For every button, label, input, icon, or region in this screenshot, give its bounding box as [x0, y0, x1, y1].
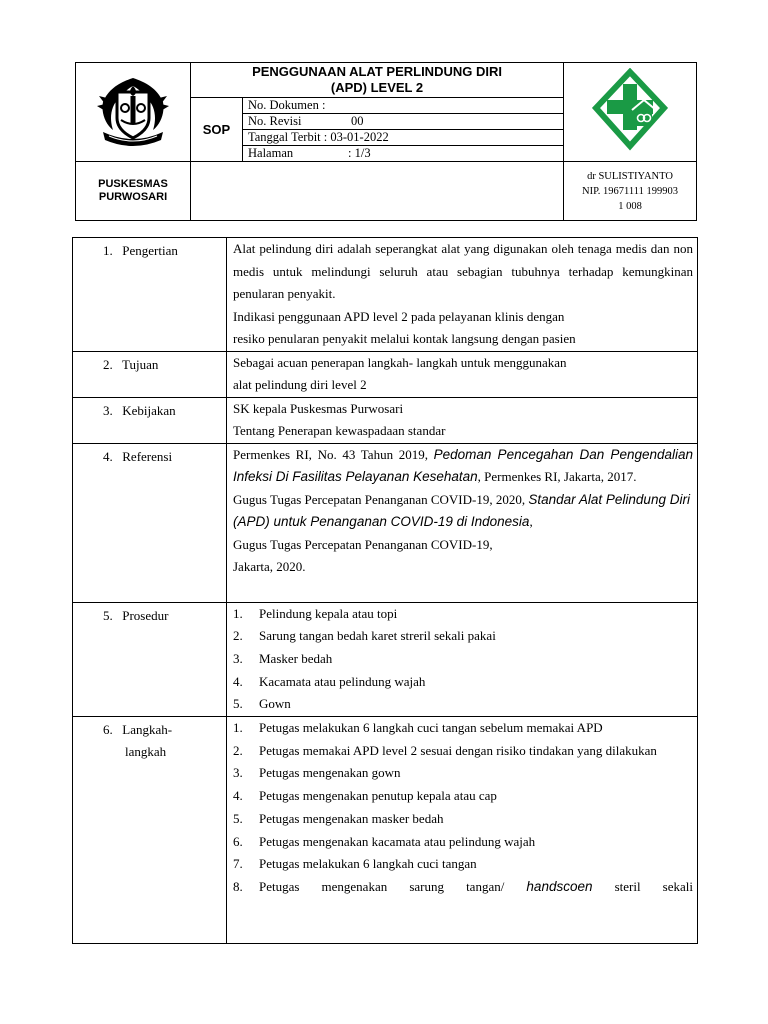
- section-label: [73, 443, 227, 602]
- list-item: 4. Petugas mengenakan penutup kepala atau cap: [233, 788, 497, 804]
- referensi-item-1: [233, 444, 693, 489]
- section-prosedur: [73, 602, 698, 717]
- section-number: 6.: [103, 722, 113, 738]
- puskesmas-cross-logo: [592, 68, 668, 152]
- list-item: 4. Kacamata atau pelindung wajah: [233, 673, 426, 689]
- ref2-comma: ,: [529, 514, 533, 529]
- puskesmas-line-2: PURWOSARI: [98, 191, 168, 203]
- document-title: [191, 63, 564, 98]
- list-item: 5. Petugas mengenakan masker bedah: [233, 810, 444, 826]
- blank-space: [233, 899, 693, 931]
- sop-header-table: [75, 62, 697, 221]
- signer-nip-line-1: NIP. 19671111 199903: [582, 185, 678, 197]
- section-label: [73, 397, 227, 443]
- list-item: 2. Sarung tangan bedah karet streril sekali pakai: [233, 628, 496, 644]
- list-item: 3. Masker bedah: [233, 650, 333, 666]
- section-tujuan: [73, 351, 698, 397]
- section-title: Pengertian: [122, 243, 178, 258]
- kebijakan-line-1: SK kepala Puskesmas Purwosari: [233, 400, 404, 416]
- section-label: [73, 717, 227, 944]
- list-item: 3. Petugas mengenakan gown: [233, 765, 401, 781]
- referensi-item-2: [233, 489, 693, 534]
- section-title: Referensi: [122, 448, 173, 464]
- title-line-1: PENGGUNAAN ALAT PERLINDUNG DIRI: [252, 64, 502, 79]
- section-kebijakan: [73, 397, 698, 443]
- halaman-value: : 1/3: [348, 146, 371, 160]
- list-item: 5. Gown: [233, 696, 291, 712]
- section-title: Prosedur: [122, 607, 169, 623]
- section-number: 2.: [103, 356, 113, 372]
- section-content: [227, 238, 698, 352]
- section-number: 5.: [103, 607, 113, 623]
- pengertian-line-4: Indikasi penggunaan APD level 2 pada pelayanan klinis dengan: [233, 308, 565, 324]
- section-number: 3.: [103, 402, 113, 418]
- referensi-line-publisher: Gugus Tugas Percepatan Penanganan COVID-19,: [233, 536, 493, 552]
- section-content: [227, 351, 698, 397]
- regional-emblem-logo: [91, 68, 175, 152]
- section-referensi: [73, 443, 698, 602]
- section-number: 4.: [103, 448, 113, 464]
- section-content: [227, 443, 698, 602]
- section-content: [227, 717, 698, 944]
- section-title: [103, 719, 226, 741]
- section-label: [73, 238, 227, 352]
- ref2-title-italic: Standar Alat Pelindung Diri (APD) untuk Penanganan COVID-19 di Indonesia: [233, 491, 690, 529]
- section-title-line-1: Langkah-: [122, 722, 173, 738]
- puskesmas-line-1: PUSKESMAS: [98, 178, 168, 190]
- ref1-publisher: , Permenkes RI, Jakarta, 2017.: [477, 469, 637, 484]
- pengertian-paragraph: Alat pelindung diri adalah seperangkat alat yang digunakan oleh tenaga medis dan non medis untuk melindungi seluruh atau sebagian tubuhnya terhadap kemungkinan penularan penyakit.: [233, 241, 693, 301]
- no-revisi-label: No. Revisi: [248, 114, 302, 128]
- signer-name: dr SULISTIYANTO: [587, 170, 673, 182]
- section-title-line-2: langkah: [125, 744, 167, 760]
- signer-nip-line-2: 1 008: [618, 200, 642, 212]
- list-item: 1. Petugas melakukan 6 langkah cuci tangan sebelum memakai APD: [233, 720, 603, 736]
- sop-content-table: [72, 237, 698, 944]
- halaman-row: [243, 146, 564, 162]
- prosedur-list: [233, 603, 693, 717]
- tanggal-terbit: Tanggal Terbit : 03-01-2022: [243, 130, 564, 146]
- section-langkah: [73, 717, 698, 944]
- no-revisi-row: [243, 114, 564, 130]
- puskesmas-name: [76, 162, 191, 221]
- section-label: [73, 602, 227, 717]
- list-item: 7. Petugas melakukan 6 langkah cuci tangan: [233, 856, 477, 872]
- section-title: Kebijakan: [122, 402, 176, 418]
- health-logo-cell: [564, 63, 697, 162]
- blank-signature-area: [191, 162, 564, 221]
- ref2-text: Gugus Tugas Percepatan Penanganan COVID-19, 2020,: [233, 491, 526, 507]
- regional-emblem-cell: [76, 63, 191, 162]
- section-title: Tujuan: [122, 356, 159, 372]
- pengertian-line-5: resiko penularan penyakit melalui kontak langsung dengan pasien: [233, 331, 576, 346]
- title-line-2: (APD) LEVEL 2: [330, 80, 424, 95]
- ref1-text: Permenkes RI, No. 43 Tahun 2019,: [233, 446, 428, 462]
- referensi-line-city: Jakarta, 2020.: [233, 559, 306, 574]
- section-label: [73, 351, 227, 397]
- halaman-label: Halaman: [248, 146, 294, 160]
- list-item: 8. Petugas mengenakan sarung tangan/ handscoen steril sekali: [233, 878, 693, 894]
- ref1-title-italic: Pedoman Pencegahan Dan Pengendalian Infeksi Di Fasilitas Pelayanan Kesehatan: [233, 446, 694, 484]
- section-content: [227, 397, 698, 443]
- section-number: 1.: [103, 243, 113, 258]
- list-item: 2. Petugas memakai APD level 2 sesuai dengan risiko tindakan yang dilakukan: [233, 742, 657, 758]
- tujuan-line-2: alat pelindung diri level 2: [233, 377, 367, 392]
- section-pengertian: [73, 238, 698, 352]
- kebijakan-line-2: Tentang Penerapan kewaspadaan standar: [233, 423, 446, 438]
- signer-block: [564, 162, 697, 221]
- list-item: 1. Pelindung kepala atau topi: [233, 605, 398, 621]
- no-dokumen: No. Dokumen :: [243, 98, 564, 114]
- no-revisi-value: 00: [351, 114, 364, 128]
- tujuan-line-1: Sebagai acuan penerapan langkah- langkah untuk menggunakan: [233, 354, 567, 370]
- list-item: 6. Petugas mengenakan kacamata atau pelindung wajah: [233, 833, 536, 849]
- sop-label: SOP: [191, 98, 243, 162]
- section-content: [227, 602, 698, 717]
- langkah-list: [233, 717, 693, 899]
